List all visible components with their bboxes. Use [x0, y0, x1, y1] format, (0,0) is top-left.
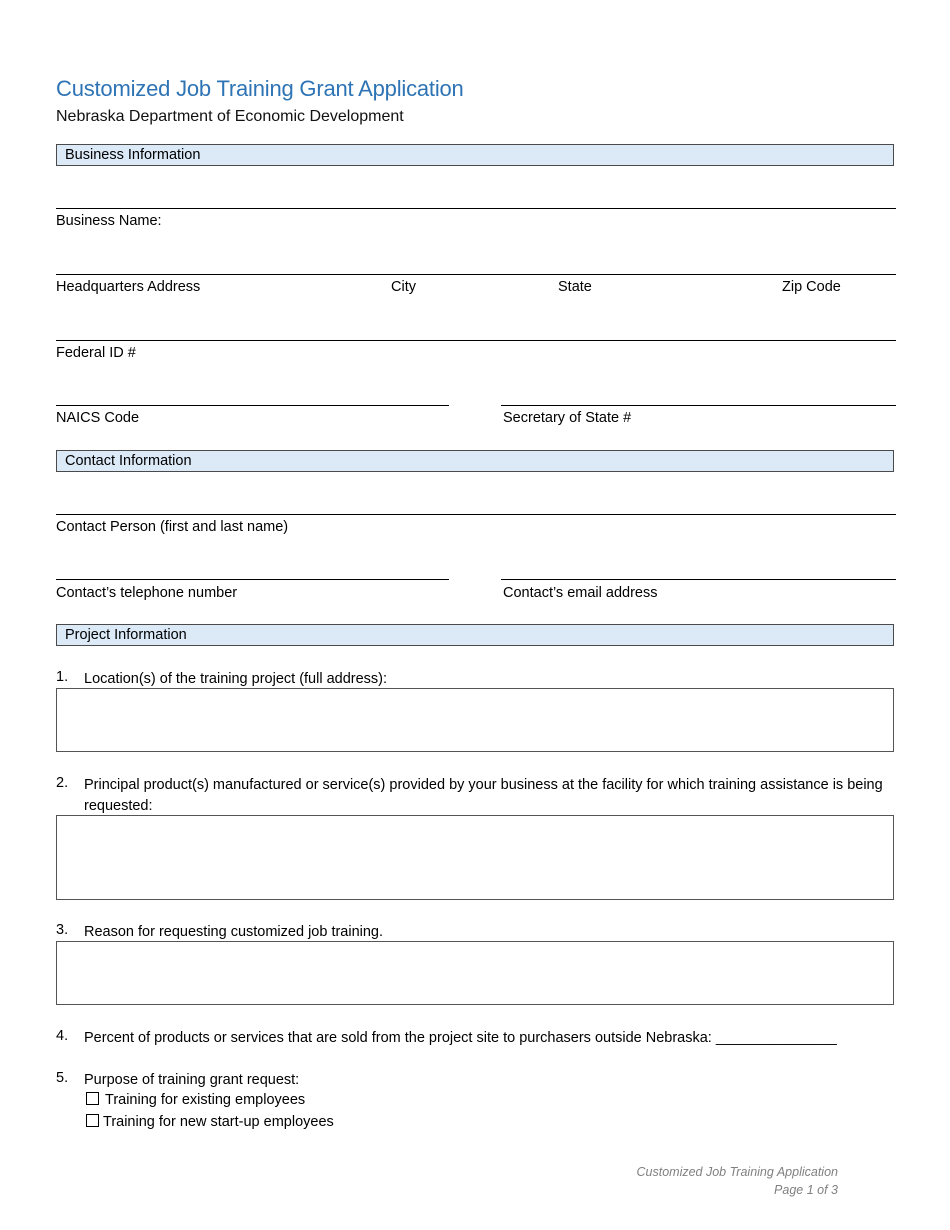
email-label: Contact’s email address	[503, 585, 658, 601]
zip-label: Zip Code	[782, 279, 841, 295]
option-existing-employees-label: Training for existing employees	[105, 1092, 306, 1108]
naics-label: NAICS Code	[56, 410, 140, 426]
question-1-answer-box[interactable]	[56, 688, 894, 752]
state-label: State	[558, 279, 592, 295]
question-5-text: Purpose of training grant request:	[84, 1072, 300, 1088]
page-title: Customized Job Training Grant Application	[56, 76, 464, 101]
option-new-employees[interactable]	[86, 1114, 334, 1130]
checkbox-existing-employees[interactable]	[86, 1092, 99, 1105]
question-1-text: Location(s) of the training project (full address):	[84, 671, 388, 687]
section-header-project: Project Information	[56, 624, 894, 646]
phone-field[interactable]	[56, 579, 449, 580]
section-header-contact: Contact Information	[56, 450, 894, 472]
checkbox-new-employees[interactable]	[86, 1114, 99, 1127]
section-header-business: Business Information	[56, 144, 894, 166]
hq-address-field[interactable]	[56, 274, 896, 275]
question-1-number: 1.	[56, 669, 69, 685]
footer-document-name: Customized Job Training Application	[636, 1165, 838, 1179]
city-label: City	[391, 279, 416, 295]
email-field[interactable]	[501, 579, 896, 580]
business-name-field[interactable]	[56, 208, 896, 209]
option-existing-employees[interactable]	[86, 1092, 305, 1108]
business-name-label: Business Name:	[56, 213, 162, 229]
hq-address-label: Headquarters Address	[56, 279, 201, 295]
contact-person-field[interactable]	[56, 514, 896, 515]
naics-field[interactable]	[56, 405, 449, 406]
sos-field[interactable]	[501, 405, 896, 406]
sos-label: Secretary of State #	[503, 410, 632, 426]
question-4-number: 4.	[56, 1028, 69, 1044]
question-2-text: Principal product(s) manufactured or service(s) provided by your business at the facility for which training assistance is being requested:	[84, 777, 883, 814]
footer-page-number: Page 1 of 3	[774, 1183, 838, 1197]
question-2-answer-box[interactable]	[56, 815, 894, 900]
federal-id-label: Federal ID #	[56, 345, 136, 361]
contact-person-label: Contact Person (first and last name)	[56, 519, 289, 535]
question-3-number: 3.	[56, 922, 69, 938]
question-4-text: Percent of products or services that are sold from the project site to purchasers outside Nebraska: _______________	[84, 1030, 837, 1046]
question-3-text: Reason for requesting customized job training.	[84, 924, 384, 940]
question-3-answer-box[interactable]	[56, 941, 894, 1005]
page-subtitle: Nebraska Department of Economic Development	[56, 108, 404, 125]
federal-id-field[interactable]	[56, 340, 896, 341]
question-5-number: 5.	[56, 1070, 69, 1086]
footer	[637, 1163, 839, 1199]
option-new-employees-label: Training for new start-up employees	[103, 1114, 334, 1130]
question-2-number: 2.	[56, 775, 69, 791]
phone-label: Contact’s telephone number	[56, 585, 238, 601]
